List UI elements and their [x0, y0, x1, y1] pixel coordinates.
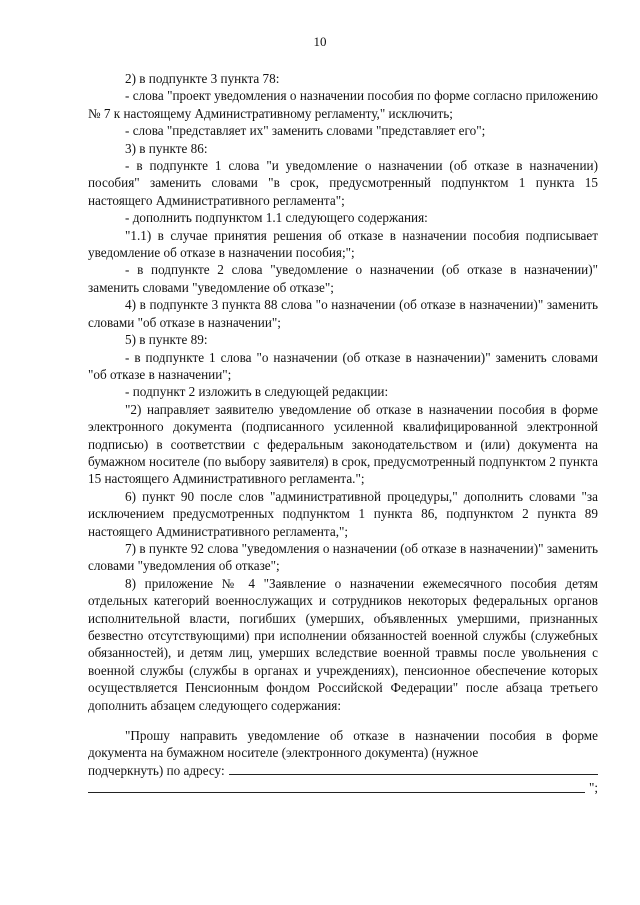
paragraph: "1.1) в случае принятия решения об отказе в назначении пособия подписывает уведомление об отказе в назначении пособия;"; — [88, 227, 598, 261]
paragraph: - в подпункте 2 слова "уведомление о назначении (об отказе в назначении)" заменить словами "уведомление об отказе"; — [88, 262, 598, 295]
address-label: подчеркнуть) по адресу: — [88, 762, 225, 778]
address-blank-line-2 — [88, 791, 585, 793]
paragraph: 8) приложение № 4 "Заявление о назначении ежемесячного пособия детям отдельных категорий военнослужащих и сотрудников некоторых федеральных органов исполнительной власти, погибших (умерших, объявленных умершими, признанных безвестно отсутствующими) при исполнении обязанностей военной службы (служебных обязанностей), и детям лиц, умерших вследствие военной травмы после увольнения с военной службы (службы в органах и учреждениях), пенсионное обеспечение которых осуществляется Пенсионным фондом Российской Федерации" после абзаца третьего дополнить абзацем следующего содержания: — [88, 575, 598, 713]
paragraph: - в подпункте 1 слова "и уведомление о назначении (об отказе в назначении) пособия" заменить словами "в срок, предусмотренный подпунктом 1 пункта 15 настоящего Административного регламента"; — [88, 158, 598, 208]
paragraph: - подпункт 2 изложить в следующей редакции: — [125, 384, 389, 400]
closing-quote: "; — [588, 780, 598, 796]
paragraph: "2) направляет заявителю уведомление об отказе в назначении пособия в форме электронного документа (подписанного усиленной квалифицированной электронной подписью) в соответствии с федеральным законодательством и (или) документа на бумажном носителе (по выбору заявителя) в срок, предусмотренный подпунктом 2 пункта 15 настоящего Административного регламента."; — [88, 401, 598, 487]
paragraph: - слова "представляет их" заменить словами "представляет его"; — [125, 123, 486, 139]
paragraph: 2) в подпункте 3 пункта 78: — [125, 71, 280, 86]
address-fill-row — [88, 762, 598, 779]
address-blank-line — [229, 773, 598, 775]
paragraph: - слова "проект уведомления о назначении пособия по форме согласно приложению № 7 к настоящему Административному регламенту," исключить; — [88, 88, 598, 121]
paragraph: 3) в пункте 86: — [125, 140, 208, 156]
paragraph: 6) пункт 90 после слов "административной процедуры," дополнить словами "за исключением предусмотренных подпунктом 1 пункта 86, подпунктом 2 пункта 89 настоящего Административного регламента,"; — [88, 488, 598, 539]
paragraph: - дополнить подпунктом 1.1 следующего содержания: — [125, 210, 428, 226]
address-fill-row-2 — [88, 779, 598, 796]
paragraph: 4) в подпункте 3 пункта 88 слова "о назначении (об отказе в назначении)" заменить словами "об отказе в назначении"; — [88, 297, 598, 330]
page-number: 10 — [313, 34, 327, 49]
paragraph: - в подпункте 1 слова "о назначении (об отказе в назначении)" заменить словами "об отказе в назначении"; — [88, 349, 598, 382]
paragraph: 7) в пункте 92 слова "уведомления о назначении (об отказе в назначении)" заменить словами "уведомления об отказе"; — [88, 540, 598, 574]
paragraph: 5) в пункте 89: — [125, 332, 208, 348]
inserted-paragraph: "Прошу направить уведомление об отказе в назначении пособия в форме документа на бумажном носителе (электронного документа) (нужное — [88, 728, 598, 761]
document-body — [88, 70, 598, 797]
